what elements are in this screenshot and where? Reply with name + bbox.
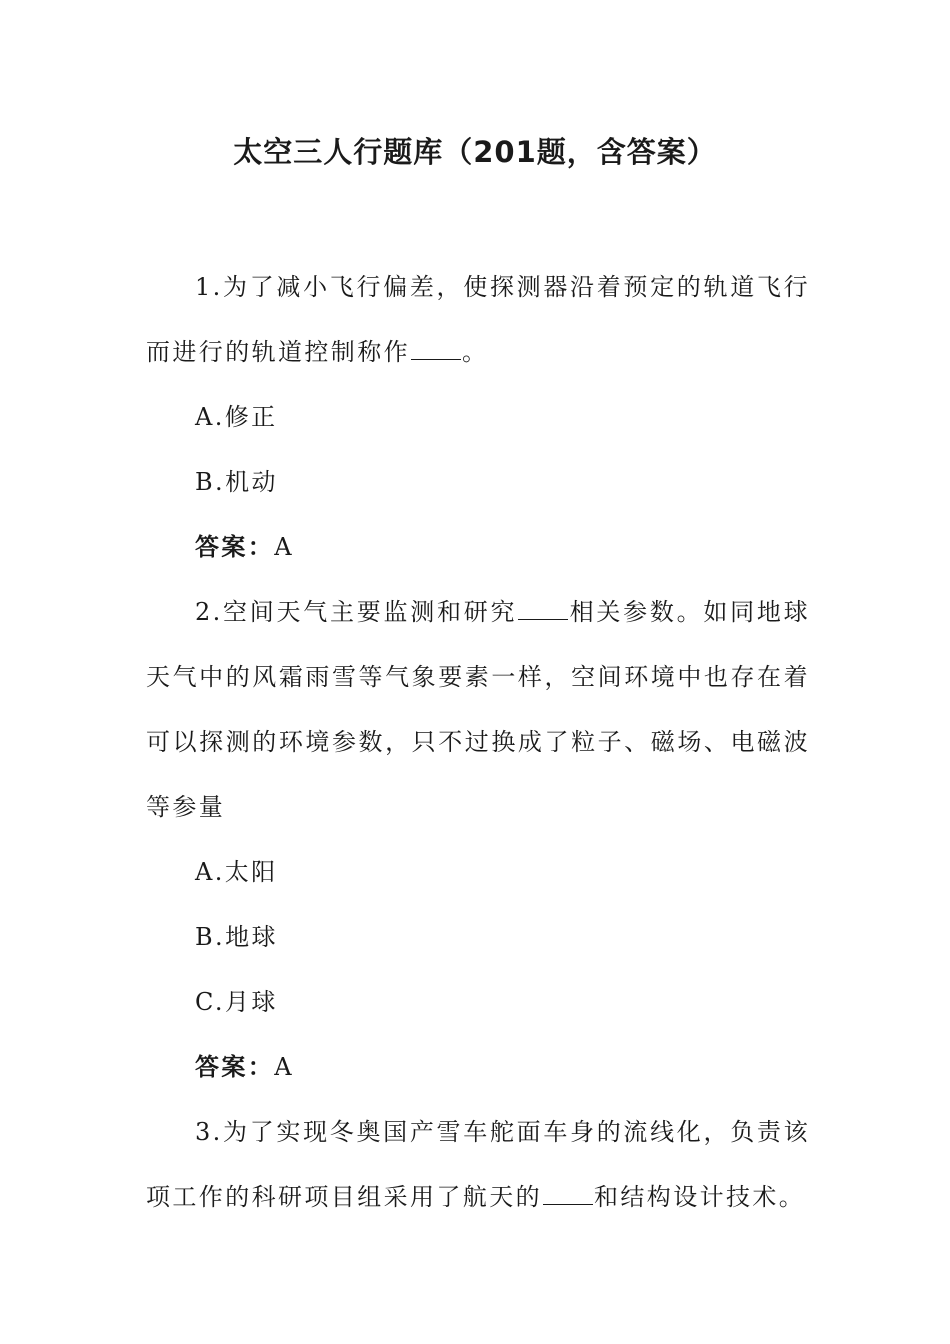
answer-line (146, 1035, 810, 1100)
answer-label: 答案： (195, 533, 275, 561)
option-item: B.地球 (195, 923, 278, 951)
question-text: 空间天气主要监测和研究 (222, 598, 518, 626)
question-text: 。 (462, 338, 489, 366)
question-list (146, 255, 810, 1230)
question-number: 1. (195, 273, 223, 301)
answer-value: A (274, 1053, 294, 1081)
option-item: C.月球 (195, 988, 278, 1016)
option-item: B.机动 (195, 468, 278, 496)
fill-blank (411, 341, 461, 360)
fill-blank (543, 1186, 593, 1205)
question-stem (146, 1100, 810, 1230)
question-text: 相关参数。如同地球天气中的风霜雨雪等气象要素一样，空间环境中也存在着可以探测的环境参数，只不过换成了粒子、磁场、电磁波等参量 (146, 598, 810, 821)
fill-blank (518, 601, 568, 620)
question-text: 为了实现冬奥国产雪车舵面车身的流线化，负责该项工作的科研项目组采用了航天的 (146, 1118, 810, 1211)
option-item: A.太阳 (195, 858, 278, 886)
answer-label: 答案： (195, 1053, 275, 1081)
question-stem (146, 255, 810, 385)
answer-line (146, 515, 810, 580)
answer-value: A (274, 533, 294, 561)
question-number: 3. (195, 1118, 223, 1146)
question-stem (146, 580, 810, 840)
question-text: 为了减小飞行偏差，使探测器沿着预定的轨道飞行而进行的轨道控制称作 (146, 273, 810, 366)
question-number: 2. (195, 598, 223, 626)
question-text: 和结构设计技术。 (594, 1183, 806, 1211)
document-title: 太空三人行题库（201题，含答案） (233, 135, 717, 169)
option-item: A.修正 (195, 403, 278, 431)
